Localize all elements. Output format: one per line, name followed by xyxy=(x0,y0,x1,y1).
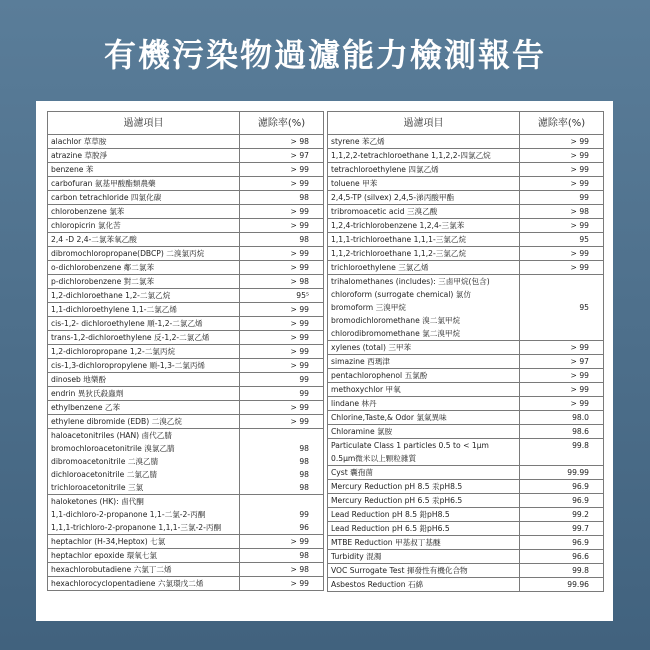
header-item: 過濾項目 xyxy=(328,112,520,135)
contaminant-name: MTBE Reduction 甲基叔丁基醚 xyxy=(328,536,520,550)
contaminant-group xyxy=(48,429,240,495)
contaminant-name: Lead Reduction pH 8.5 鉛pH8.5 xyxy=(328,508,520,522)
table-row xyxy=(328,494,604,508)
contaminant-name: 1,1-dichloroethylene 1,1-二氯乙烯 xyxy=(48,303,240,317)
removal-rate: 99 xyxy=(240,373,324,387)
removal-rate: 95 xyxy=(520,275,604,341)
group-line: bromochloroacetonitrile 溴氯乙腈 xyxy=(51,444,175,453)
table-row xyxy=(328,177,604,191)
table-row xyxy=(48,549,324,563)
contaminant-name: 1,2-dichloropropane 1,2-二氯丙烷 xyxy=(48,345,240,359)
left-table xyxy=(47,111,324,591)
contaminant-name: p-dichlorobenzene 對二氯苯 xyxy=(48,275,240,289)
contaminant-name: tetrachloroethylene 四氯乙烯 xyxy=(328,163,520,177)
contaminant-name: 1,1,2,2-tetrachloroethane 1,1,2,2-四氯乙烷 xyxy=(328,149,520,163)
removal-rate-group xyxy=(240,495,324,535)
removal-rate: > 99 xyxy=(240,261,324,275)
contaminant-group xyxy=(328,275,520,341)
removal-rate: > 99 xyxy=(240,219,324,233)
header-rate: 濾除率(%) xyxy=(240,112,324,135)
removal-rate: > 98 xyxy=(240,563,324,577)
group-line: chloroform (surrogate chemical) 氯仿 xyxy=(331,290,471,299)
group-value xyxy=(243,429,309,442)
removal-rate: > 99 xyxy=(240,415,324,429)
table-row-group xyxy=(328,439,604,466)
removal-rate: 96.9 xyxy=(520,480,604,494)
group-value: 99 xyxy=(299,510,309,519)
removal-rate: 99 xyxy=(520,191,604,205)
table-row xyxy=(328,564,604,578)
removal-rate: 98 xyxy=(240,549,324,563)
contaminant-name: pentachlorophenol 五氯酚 xyxy=(328,369,520,383)
group-line: 0.5µm微米以上顆粒雜質 xyxy=(331,454,417,463)
group-value: 96 xyxy=(299,523,309,532)
table-row xyxy=(48,303,324,317)
contaminant-name: o-dichlorobenzene 鄰二氯苯 xyxy=(48,261,240,275)
removal-rate: > 99 xyxy=(240,303,324,317)
header-item: 過濾項目 xyxy=(48,112,240,135)
table-row xyxy=(48,261,324,275)
removal-rate: 98 xyxy=(240,233,324,247)
removal-rate: > 98 xyxy=(520,205,604,219)
table-row-group xyxy=(48,429,324,495)
contaminant-name: heptachlor epoxide 環氧七氯 xyxy=(48,549,240,563)
table-row xyxy=(48,233,324,247)
removal-rate: 99.8 xyxy=(520,564,604,578)
contaminant-name: 2,4 -D 2,4-二氯苯氧乙酸 xyxy=(48,233,240,247)
table-row xyxy=(328,355,604,369)
group-line: chlorodibromomethane 氯二溴甲烷 xyxy=(331,329,461,338)
contaminant-name: carbon tetrachloride 四氯化碳 xyxy=(48,191,240,205)
contaminant-name: toluene 甲苯 xyxy=(328,177,520,191)
table-row xyxy=(328,219,604,233)
contaminant-name: methoxychlor 甲氧 xyxy=(328,383,520,397)
contaminant-name: dibromochloropropane(DBCP) 二溴氯丙烷 xyxy=(48,247,240,261)
contaminant-group xyxy=(48,495,240,535)
removal-rate: 99.8 xyxy=(520,439,604,466)
table-row xyxy=(48,387,324,401)
removal-rate: > 99 xyxy=(240,577,324,591)
table-row xyxy=(48,163,324,177)
table-row xyxy=(328,163,604,177)
removal-rate: 96.9 xyxy=(520,536,604,550)
contaminant-name: simazine 西瑪津 xyxy=(328,355,520,369)
table-row xyxy=(48,247,324,261)
group-line: 1,1-dichloro-2-propanone 1,1-二氯-2-丙酮 xyxy=(51,510,206,519)
table-row xyxy=(48,219,324,233)
table-row xyxy=(328,425,604,439)
table-row xyxy=(48,275,324,289)
table-row xyxy=(328,550,604,564)
table-row xyxy=(48,317,324,331)
contaminant-name: 2,4,5-TP (silvex) 2,4,5-涕丙酸甲酯 xyxy=(328,191,520,205)
table-row xyxy=(328,383,604,397)
removal-rate: > 98 xyxy=(240,135,324,149)
table-row xyxy=(328,341,604,355)
table-row xyxy=(328,466,604,480)
table-row xyxy=(48,359,324,373)
contaminant-name: lindane 林丹 xyxy=(328,397,520,411)
table-row xyxy=(48,135,324,149)
table-row xyxy=(48,563,324,577)
removal-rate: > 99 xyxy=(520,135,604,149)
table-row xyxy=(328,578,604,592)
removal-rate: > 99 xyxy=(240,177,324,191)
report-title: 有機污染物過濾能力檢測報告 xyxy=(103,36,546,74)
removal-rate: 96.6 xyxy=(520,550,604,564)
removal-rate: 99.2 xyxy=(520,508,604,522)
removal-rate: > 99 xyxy=(520,247,604,261)
removal-rate: > 99 xyxy=(520,219,604,233)
table-row xyxy=(328,233,604,247)
group-value xyxy=(243,495,309,508)
table-row-group xyxy=(48,495,324,535)
removal-rate: > 99 xyxy=(240,331,324,345)
removal-rate: 95⁵ xyxy=(240,289,324,303)
removal-rate: 98.0 xyxy=(520,411,604,425)
group-line: dibromoacetonitrile 二溴乙腈 xyxy=(51,457,159,466)
removal-rate: > 99 xyxy=(520,149,604,163)
contaminant-name: cis-1,3-dichloropropylene 順-1,3-二氯丙烯 xyxy=(48,359,240,373)
removal-rate: > 99 xyxy=(520,163,604,177)
removal-rate: > 99 xyxy=(240,345,324,359)
table-row xyxy=(48,149,324,163)
removal-rate: > 99 xyxy=(240,247,324,261)
contaminant-name: endrin 異狄氏殺蟲劑 xyxy=(48,387,240,401)
group-line: trihalomethanes (includes): 三鹵甲烷(包含) xyxy=(331,277,490,286)
contaminant-name: trans-1,2-dichloroethylene 反-1,2-二氯乙烯 xyxy=(48,331,240,345)
table-row xyxy=(48,373,324,387)
table-row xyxy=(48,331,324,345)
contaminant-name: Mercury Reduction pH 6.5 汞pH6.5 xyxy=(328,494,520,508)
contaminant-name: Chlorine,Taste,& Odor 氯氣異味 xyxy=(328,411,520,425)
contaminant-name: Turbidity 混濁 xyxy=(328,550,520,564)
table-row xyxy=(48,177,324,191)
contaminant-name: alachlor 草草胺 xyxy=(48,135,240,149)
removal-rate: > 99 xyxy=(240,401,324,415)
table-row xyxy=(328,135,604,149)
removal-rate: 95 xyxy=(520,233,604,247)
removal-rate: 99.96 xyxy=(520,578,604,592)
contaminant-name: Cyst 囊孢菌 xyxy=(328,466,520,480)
group-line: bromodichloromethane 溴二氯甲烷 xyxy=(331,316,461,325)
right-table xyxy=(327,111,604,592)
table-row xyxy=(328,536,604,550)
group-line: haloacetonitriles (HAN) 鹵代乙腈 xyxy=(51,431,172,440)
contaminant-name: hexachlorocyclopentadiene 六氯環戊二烯 xyxy=(48,577,240,591)
contaminant-name: benzene 苯 xyxy=(48,163,240,177)
contaminant-name: Asbestos Reduction 石綿 xyxy=(328,578,520,592)
removal-rate-group xyxy=(240,429,324,495)
table-row xyxy=(48,415,324,429)
removal-rate: > 99 xyxy=(520,341,604,355)
contaminant-name: Mercury Reduction pH 8.5 汞pH8.5 xyxy=(328,480,520,494)
removal-rate: > 99 xyxy=(520,383,604,397)
group-line: Particulate Class 1 particles 0.5 to < 1µm xyxy=(331,441,489,450)
contaminant-group xyxy=(328,439,520,466)
header-rate: 濾除率(%) xyxy=(520,112,604,135)
contaminant-name: Chloramine 氯胺 xyxy=(328,425,520,439)
contaminant-name: tribromoacetic acid 三溴乙酸 xyxy=(328,205,520,219)
group-value: 98 xyxy=(299,483,309,492)
removal-rate: > 99 xyxy=(520,397,604,411)
contaminant-name: chloropicrin 氯化苦 xyxy=(48,219,240,233)
table-row xyxy=(328,508,604,522)
group-value: 98 xyxy=(299,457,309,466)
table-row xyxy=(328,191,604,205)
table-row xyxy=(48,401,324,415)
contaminant-name: chlorobenzene 氯苯 xyxy=(48,205,240,219)
table-row xyxy=(328,411,604,425)
table-row xyxy=(48,205,324,219)
removal-rate: > 98 xyxy=(240,275,324,289)
contaminant-name: hexachlorobutadiene 六氯丁二烯 xyxy=(48,563,240,577)
table-row xyxy=(48,191,324,205)
removal-rate: > 99 xyxy=(520,261,604,275)
report-sheet xyxy=(36,101,613,621)
removal-rate: > 99 xyxy=(240,535,324,549)
removal-rate: > 97 xyxy=(240,149,324,163)
removal-rate: > 99 xyxy=(240,205,324,219)
group-line: bromoform 三溴甲烷 xyxy=(331,303,406,312)
table-row xyxy=(48,345,324,359)
table-row xyxy=(328,522,604,536)
group-line: 1,1,1-trichloro-2-propanone 1,1,1-三氯-2-丙酮 xyxy=(51,523,222,532)
contaminant-name: styrene 苯乙烯 xyxy=(328,135,520,149)
contaminant-name: 1,2-dichloroethane 1,2-二氯乙烷 xyxy=(48,289,240,303)
table-row xyxy=(328,397,604,411)
table-row xyxy=(48,289,324,303)
removal-rate: > 97 xyxy=(520,355,604,369)
group-line: trichloroacetonitrile 三氯 xyxy=(51,483,144,492)
removal-rate: > 99 xyxy=(520,369,604,383)
removal-rate: > 99 xyxy=(240,317,324,331)
contaminant-name: Lead Reduction pH 6.5 鉛pH6.5 xyxy=(328,522,520,536)
removal-rate: > 99 xyxy=(520,177,604,191)
removal-rate: 98.6 xyxy=(520,425,604,439)
contaminant-name: xylenes (total) 三甲苯 xyxy=(328,341,520,355)
group-line: dichloroacetonitrile 二氯乙腈 xyxy=(51,470,158,479)
contaminant-name: 1,2,4-trichlorobenzene 1,2,4-三氯苯 xyxy=(328,219,520,233)
contaminant-name: ethylbenzene 乙苯 xyxy=(48,401,240,415)
group-value: 98 xyxy=(299,444,309,453)
contaminant-name: trichloroethylene 三氯乙烯 xyxy=(328,261,520,275)
removal-rate: 99.99 xyxy=(520,466,604,480)
group-line: haloketones (HK): 鹵代酮 xyxy=(51,497,144,506)
removal-rate: 96.9 xyxy=(520,494,604,508)
removal-rate: > 99 xyxy=(240,163,324,177)
contaminant-name: 1,1,2-trichloroethane 1,1,2-三氯乙烷 xyxy=(328,247,520,261)
contaminant-name: carbofuran 氨基甲酸酯類農藥 xyxy=(48,177,240,191)
contaminant-name: heptachlor (H-34,Heptox) 七氯 xyxy=(48,535,240,549)
table-row xyxy=(328,205,604,219)
table-row xyxy=(48,577,324,591)
contaminant-name: 1,1,1-trichloroethane 1,1,1-三氯乙烷 xyxy=(328,233,520,247)
table-row xyxy=(328,261,604,275)
table-row xyxy=(328,149,604,163)
table-row xyxy=(328,480,604,494)
removal-rate: 99 xyxy=(240,387,324,401)
contaminant-name: ethylene dibromide (EDB) 二溴乙烷 xyxy=(48,415,240,429)
removal-rate: 98 xyxy=(240,191,324,205)
contaminant-name: VOC Surrogate Test 揮發性有機化合物 xyxy=(328,564,520,578)
removal-rate: > 99 xyxy=(240,359,324,373)
table-row xyxy=(328,247,604,261)
contaminant-name: atrazine 草脫淨 xyxy=(48,149,240,163)
contaminant-name: cis-1,2- dichloroethylene 順-1,2-二氯乙烯 xyxy=(48,317,240,331)
removal-rate: 99.7 xyxy=(520,522,604,536)
table-row-group xyxy=(328,275,604,341)
contaminant-name: dinoseb 地樂酚 xyxy=(48,373,240,387)
table-row xyxy=(48,535,324,549)
table-row xyxy=(328,369,604,383)
group-value: 98 xyxy=(299,470,309,479)
